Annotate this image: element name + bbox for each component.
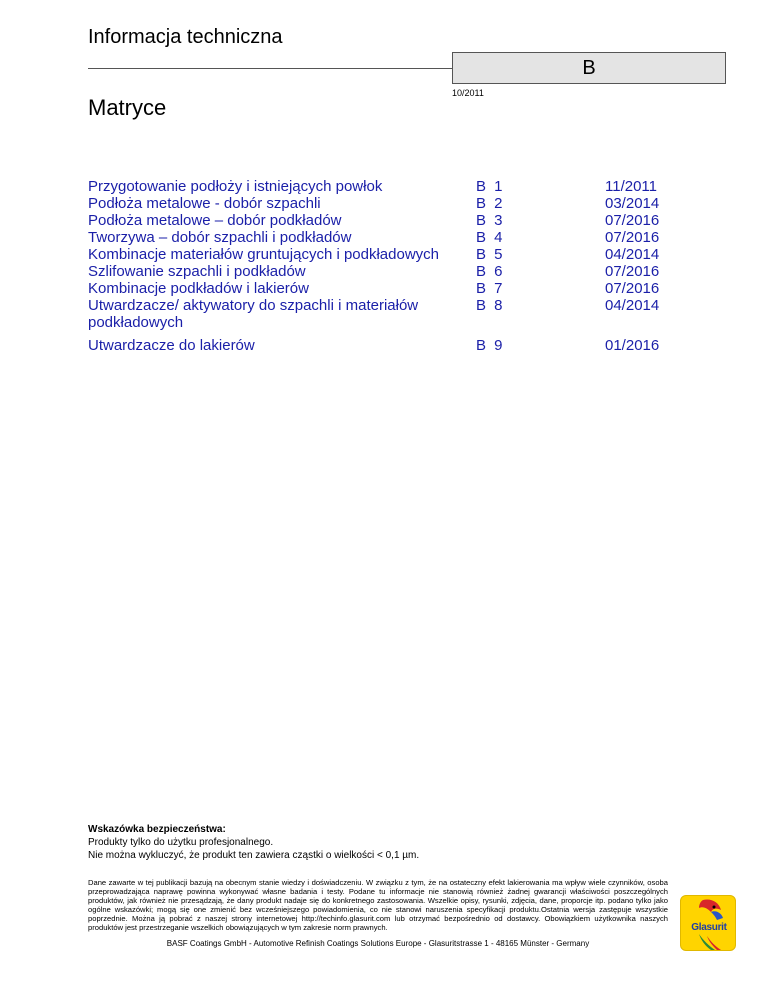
toc-row[interactable] [88, 280, 688, 297]
safety-notice [88, 823, 419, 862]
header-rule [88, 68, 452, 69]
toc-title[interactable]: Tworzywa – dobór szpachli i podkładów [88, 229, 352, 246]
toc-row[interactable] [88, 212, 688, 229]
toc-title[interactable]: Utwardzacze/ aktywatory do szpachli i materiałów podkładowych [88, 297, 419, 331]
toc-row[interactable] [88, 297, 688, 331]
toc-title[interactable]: Kombinacje podkładów i lakierów [88, 280, 309, 297]
safety-line: Nie można wykluczyć, że produkt ten zawiera cząstki o wielkości < 0,1 µm. [88, 850, 420, 861]
toc-title[interactable]: Kombinacje materiałów gruntujących i podkładowych [88, 246, 440, 263]
toc-code: B 6 [476, 263, 505, 280]
toc-date: 04/2014 [605, 246, 660, 263]
document-date: 10/2011 [452, 88, 484, 98]
toc-code: B 8 [476, 297, 505, 314]
toc-title[interactable]: Podłoża metalowe – dobór podkładów [88, 212, 342, 229]
safety-heading: Wskazówka bezpieczeństwa: [88, 824, 226, 835]
toc-code: B 4 [476, 229, 505, 246]
table-of-contents [88, 178, 688, 354]
toc-code: B 9 [476, 337, 505, 354]
toc-code: B 5 [476, 246, 505, 263]
toc-code: B 2 [476, 195, 505, 212]
toc-row[interactable] [88, 229, 688, 246]
toc-row[interactable] [88, 195, 688, 212]
section-letter-box [452, 52, 726, 84]
document-title: Informacja techniczna [88, 26, 283, 48]
toc-row[interactable] [88, 263, 688, 280]
toc-code: B 3 [476, 212, 505, 229]
toc-date: 07/2016 [605, 212, 660, 229]
toc-title[interactable]: Utwardzacze do lakierów [88, 337, 255, 354]
toc-code: B 1 [476, 178, 505, 195]
toc-date: 07/2016 [605, 280, 660, 297]
section-letter: B [582, 56, 596, 79]
toc-title[interactable]: Podłoża metalowe - dobór szpachli [88, 195, 321, 212]
safety-line: Produkty tylko do użytku profesjonalnego. [88, 837, 274, 848]
toc-date: 03/2014 [605, 195, 660, 212]
toc-row[interactable] [88, 178, 688, 195]
toc-row[interactable] [88, 246, 688, 263]
company-address: BASF Coatings GmbH - Automotive Refinish Coatings Solutions Europe - Glasuritstrasse 1 - 48165 Münster - Germany [166, 939, 590, 948]
logo-text: Glasurit [691, 922, 727, 933]
glasurit-logo [680, 895, 736, 951]
toc-date: 07/2016 [605, 263, 660, 280]
page-title: Matryce [88, 95, 167, 120]
disclaimer-text: Dane zawarte w tej publikacji bazują na obecnym stanie wiedzy i doświadczeniu. W związku z tym, że na ostateczny efekt lakierowania ma wpływ wiele czynników, osoba przeprowadzająca naprawę powinna wykonywać własne badania i testy. Podane tu informacje nie stanowią również żadnej gwarancji właściwości poszczególnych produktów, jak również nie przesądzają, że dany produkt nadaje się do konkretnego zastosowania. Wszelkie opisy, rysunki, zdjęcia, dane, proporcje itp. podano tylko jako ogólne wskazówki; mogą się one zmienić bez wcześniejszego powiadomienia, co nie stanowi naruszenia specyfikacji produktu.Ostatnia wersja zastępuje wszystkie poprzednie. Można ją pobrać z naszej strony internetowej http://techinfo.glasurit.com lub otrzymać bezpośrednio od dostawcy. Obowiązkiem użytkownika naszych produktów jest przestrzeganie wszelkich obowiązujących w tym zakresie norm prawnych. [88, 878, 668, 932]
toc-title[interactable]: Przygotowanie podłoży i istniejących powłok [88, 178, 383, 195]
toc-title[interactable]: Szlifowanie szpachli i podkładów [88, 263, 306, 280]
toc-date: 04/2014 [605, 297, 660, 314]
toc-date: 07/2016 [605, 229, 660, 246]
toc-date: 01/2016 [605, 337, 660, 354]
toc-date: 11/2011 [605, 178, 657, 195]
toc-code: B 7 [476, 280, 505, 297]
toc-row[interactable] [88, 337, 688, 354]
